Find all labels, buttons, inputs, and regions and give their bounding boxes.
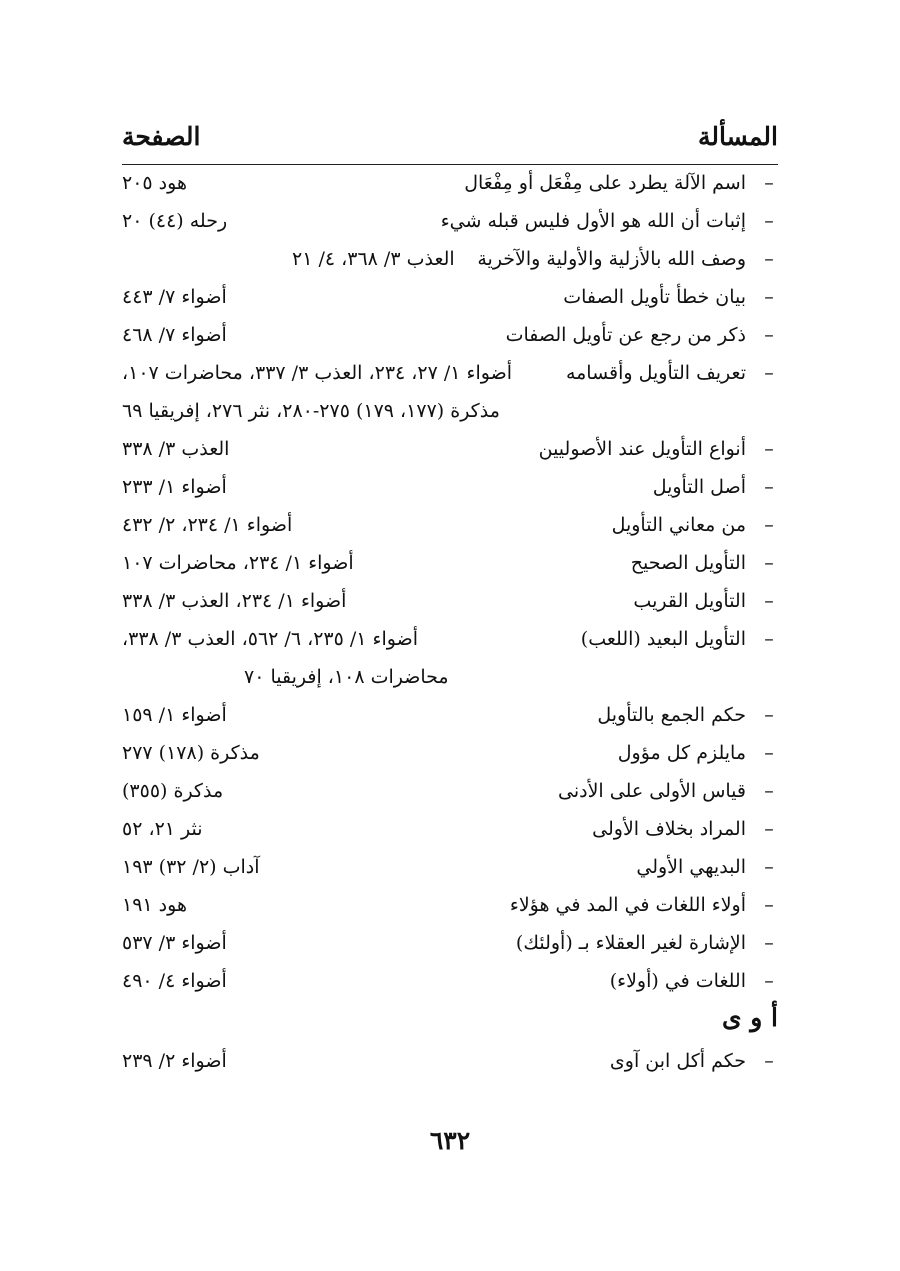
entry-dash: –	[764, 514, 774, 536]
index-entry	[122, 322, 778, 358]
index-entry	[122, 170, 778, 206]
index-entry-continuation	[122, 664, 778, 700]
entry-issue: قياس الأولى على الأدنى	[558, 780, 746, 802]
index-entry	[122, 550, 778, 586]
entry-dash: –	[764, 590, 774, 612]
entry-dash: –	[764, 780, 774, 802]
index-entry-continuation	[122, 398, 778, 434]
entry-dash: –	[764, 856, 774, 878]
entry-dash: –	[764, 628, 774, 650]
entry-reference: أضواء ١/ ٢٣٤، محاضرات ١٠٧	[122, 552, 354, 574]
index-entry	[122, 740, 778, 776]
entry-reference: أضواء ٤/ ٤٩٠	[122, 970, 227, 992]
index-entry	[122, 854, 778, 890]
entry-reference: أضواء ١/ ٢٣٣	[122, 476, 227, 498]
index-entry	[122, 702, 778, 738]
entry-reference: نثر ٢١، ٥٢	[122, 818, 203, 840]
entry-reference: آداب (٢/ ٣٢) ١٩٣	[122, 856, 260, 878]
entry-issue: تعريف التأويل وأقسامه	[565, 362, 746, 384]
index-entry	[122, 436, 778, 472]
entry-reference: هود ٢٠٥	[122, 172, 187, 194]
entry-issue: أنواع التأويل عند الأصوليين	[538, 438, 746, 460]
entry-dash: –	[764, 932, 774, 954]
entry-issue: ذكر من رجع عن تأويل الصفات	[505, 324, 746, 346]
entry-reference: أضواء ١/ ٢٣٤، العذب ٣/ ٣٣٨	[122, 590, 347, 612]
entry-issue: المراد بخلاف الأولى	[592, 818, 746, 840]
section-heading: أ و ى	[722, 1003, 778, 1032]
entry-issue: أولاء اللغات في المد في هؤلاء	[509, 894, 746, 916]
index-entry	[122, 246, 778, 282]
entry-reference: أضواء ٧/ ٤٤٣	[122, 286, 227, 308]
entry-dash: –	[764, 286, 774, 308]
entry-reference: أضواء ٧/ ٤٦٨	[122, 324, 227, 346]
entry-issue: مايلزم كل مؤول	[617, 742, 746, 764]
entry-reference: العذب ٣/ ٣٦٨، ٤/ ٢١	[292, 248, 455, 270]
index-entry	[122, 816, 778, 852]
entry-issue: من معاني التأويل	[611, 514, 746, 536]
entry-dash: –	[764, 894, 774, 916]
entry-issue: التأويل البعيد (اللعب)	[580, 628, 746, 650]
entry-reference: أضواء ٣/ ٥٣٧	[122, 932, 227, 954]
index-entry	[122, 284, 778, 320]
entry-issue: حكم الجمع بالتأويل	[597, 704, 746, 726]
index-entry	[122, 968, 778, 1004]
entry-reference: مذكرة (٣٥٥)	[122, 780, 224, 802]
index-entry	[122, 930, 778, 966]
index-entry	[122, 1048, 778, 1084]
entry-dash: –	[764, 248, 774, 270]
header-issue-label: المسألة	[698, 122, 778, 151]
index-entry	[122, 892, 778, 928]
entry-dash: –	[764, 172, 774, 194]
entry-dash: –	[764, 1050, 774, 1072]
index-entry	[122, 626, 778, 662]
entry-dash: –	[764, 552, 774, 574]
page-number: ٦٣٢	[429, 1126, 471, 1155]
entry-reference: أضواء ١/ ٢٣٤، ٢/ ٤٣٢	[122, 514, 293, 536]
entry-issue: التأويل القريب	[633, 590, 746, 612]
entry-issue: البديهي الأولي	[636, 856, 746, 878]
entry-reference: أضواء ١/ ٢٧، ٢٣٤، العذب ٣/ ٣٣٧، محاضرات ١٠٧،	[122, 362, 512, 384]
index-entry	[122, 474, 778, 510]
entry-dash: –	[764, 970, 774, 992]
entry-issue: بيان خطأ تأويل الصفات	[563, 286, 746, 308]
entry-issue: إثبات أن الله هو الأول فليس قبله شيء	[440, 210, 746, 232]
index-entry	[122, 360, 778, 396]
entry-reference: أضواء ١/ ١٥٩	[122, 704, 227, 726]
header-page-label: الصفحة	[122, 122, 201, 151]
entry-issue: اسم الآلة يطرد على مِفْعَل أو مِفْعَال	[464, 172, 746, 194]
entry-dash: –	[764, 818, 774, 840]
index-entry	[122, 778, 778, 814]
entry-reference-continuation: مذكرة (١٧٧، ١٧٩) ٢٧٥-٢٨٠، نثر ٢٧٦، إفريقيا ٦٩	[122, 400, 500, 422]
index-entry	[122, 512, 778, 548]
entry-reference-continuation: محاضرات ١٠٨، إفريقيا ٧٠	[244, 666, 449, 688]
entry-reference: أضواء ١/ ٢٣٥، ٦/ ٥٦٢، العذب ٣/ ٣٣٨،	[122, 628, 418, 650]
entry-issue: أصل التأويل	[652, 476, 746, 498]
entry-issue: وصف الله بالأزلية والأولية والآخرية	[477, 248, 746, 270]
entry-reference: أضواء ٢/ ٢٣٩	[122, 1050, 227, 1072]
entry-issue: التأويل الصحيح	[630, 552, 746, 574]
entry-reference: مذكرة (١٧٨) ٢٧٧	[122, 742, 260, 764]
entry-dash: –	[764, 742, 774, 764]
entry-reference: العذب ٣/ ٣٣٨	[122, 438, 230, 460]
entry-issue: الإشارة لغير العقلاء بـ (أولئك)	[515, 932, 746, 954]
entry-dash: –	[764, 362, 774, 384]
index-entry	[122, 208, 778, 244]
entry-reference: هود ١٩١	[122, 894, 187, 916]
entry-dash: –	[764, 476, 774, 498]
index-entry	[122, 588, 778, 624]
entry-issue: اللغات في (أولاء)	[609, 970, 746, 992]
entry-dash: –	[764, 438, 774, 460]
entry-reference: رحله (٤٤) ٢٠	[122, 210, 228, 232]
entry-issue: حكم أكل ابن آوى	[609, 1050, 746, 1072]
table-header	[122, 118, 778, 165]
entry-dash: –	[764, 704, 774, 726]
entry-dash: –	[764, 324, 774, 346]
entry-dash: –	[764, 210, 774, 232]
